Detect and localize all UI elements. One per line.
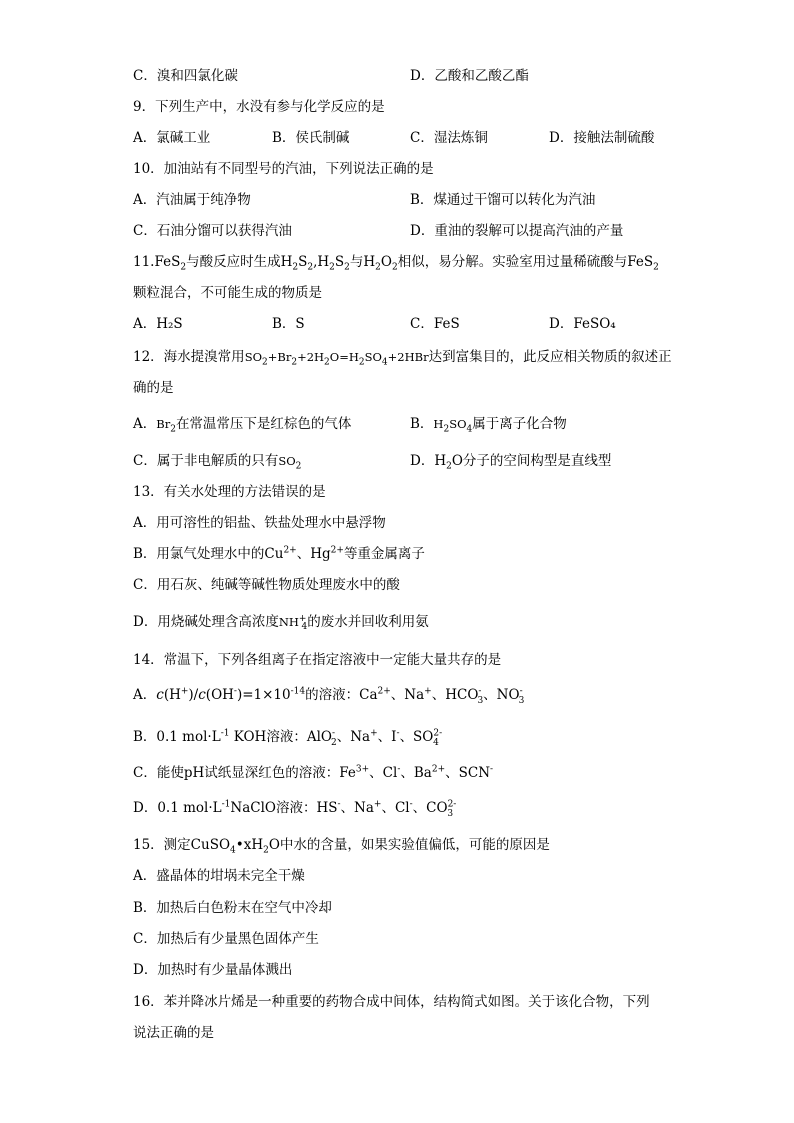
q10-option-b: B．煤通过干馏可以转化为汽油 [410,192,596,208]
q8-option-d: D．乙酸和乙酸乙酯 [410,68,529,84]
q15-option-b: B．加热后白色粉末在空气中冷却 [133,900,332,916]
q15-option-c: C．加热后有少量黑色固体产生 [133,931,319,947]
q13-stem: 13．有关水处理的方法错误的是 [133,484,326,500]
q13-option-c: C．用石灰、纯碱等碱性物质处理废水中的酸 [133,577,400,593]
q15-stem: 15．测定$CuSO_4•xH_2O$中水的含量，如果实验值偏低，可能的原因是 [133,837,550,856]
q12-option-d: D．$H_2O$分子的空间构型是直线型 [410,453,612,472]
q12-option-c-text: C．属于非电解质的只有 [133,453,279,469]
q14-stem: 14．常温下，下列各组离子在指定溶液中一定能大量共存的是 [133,652,502,668]
q13-option-a: A．用可溶性的铝盐、铁盐处理水中悬浮物 [133,515,386,531]
q9-option-d: D．接触法制硫酸 [549,130,655,146]
q12-option-b: B．$H_2SO_4$属于离子化合物 [410,416,567,435]
q10-option-d: D．重油的裂解可以提高汽油的产量 [410,223,624,239]
q10-stem: 10．加油站有不同型号的汽油，下列说法正确的是 [133,161,434,177]
q11-stem-line2: 颗粒混合，不可能生成的物质是 [133,285,322,301]
q10-option-a: A．汽油属于纯净物 [133,192,251,208]
q16-stem-line2: 说法正确的是 [133,1025,214,1041]
q13-option-d: D．用烧碱处理含高浓度$NH^+_4$的废水并回收利用氨 [133,614,429,633]
q16-stem: 16．苯并降冰片烯是一种重要的药物合成中间体，结构简式如图。关于该化合物，下列 [133,994,650,1010]
q12-option-c: C．属于非电解质的只有$SO_2$ [133,453,302,472]
q10-option-c: C．石油分馏可以获得汽油 [133,223,292,239]
q12-option-a: A．$Br_2$在常温常压下是红棕色的气体 [133,416,352,435]
q11-option-a: A．H₂S [133,316,183,332]
q12-stem: 12．海水提溴常用$SO_2+Br_2+2H_2O=H_2SO_4+2HBr$达到富集目的，此反应相关物质的叙述正 [133,349,672,368]
q15-option-d: D．加热时有少量晶体溅出 [133,962,293,978]
q11-stem: 11.FeS$_2$与酸反应时生成$H_2S_2,H_2S_2$与$H_2O_2$相似，易分解。实验室用过量稀硫酸与FeS$_2$ [133,254,659,273]
q14-option-d: D．0.1 $mol\cdot L^{-1}NaClO$溶液：HS-、Na+、Cl-、$CO^{2-}_3$ [133,799,457,819]
q14-option-c: C．能使pH试纸显深红色的溶液：$Fe^{3+}$、Cl-、$Ba^{2+}$、SCN- [133,764,494,781]
q11-option-d: D．FeSO₄ [549,316,616,332]
q8-option-c: C．溴和四氯化碳 [133,68,238,84]
q9-option-b: B．侯氏制碱 [272,130,350,146]
q13-option-b: B．用氯气处理水中的$Cu^{2+}$、$Hg^{2+}$等重金属离子 [133,545,425,562]
q9-option-a: A．氯碱工业 [133,130,211,146]
q15-option-a: A．盛晶体的坩埚未完全干燥 [133,868,305,884]
q14-option-a: A．$c(H^+)/c(OH^-)=1\times 10^{-14}$的溶液：$Ca^{2+}$、Na+、$HCO^-_3$、$NO^-_3$ [133,686,525,706]
q9-stem: 9．下列生产中，水没有参与化学反应的是 [133,99,385,115]
q12-stem-line2: 确的是 [133,380,174,396]
q9-option-c: C．湿法炼铜 [410,130,488,146]
q11-option-b: B．S [272,316,305,332]
q11-option-c: C．FeS [410,316,460,332]
q14-option-b: B．0.1 $mol\cdot L^{-1}$ KOH溶液：AlO-$_2$、Na+、I-、$SO^{2-}_4$ [133,728,443,748]
